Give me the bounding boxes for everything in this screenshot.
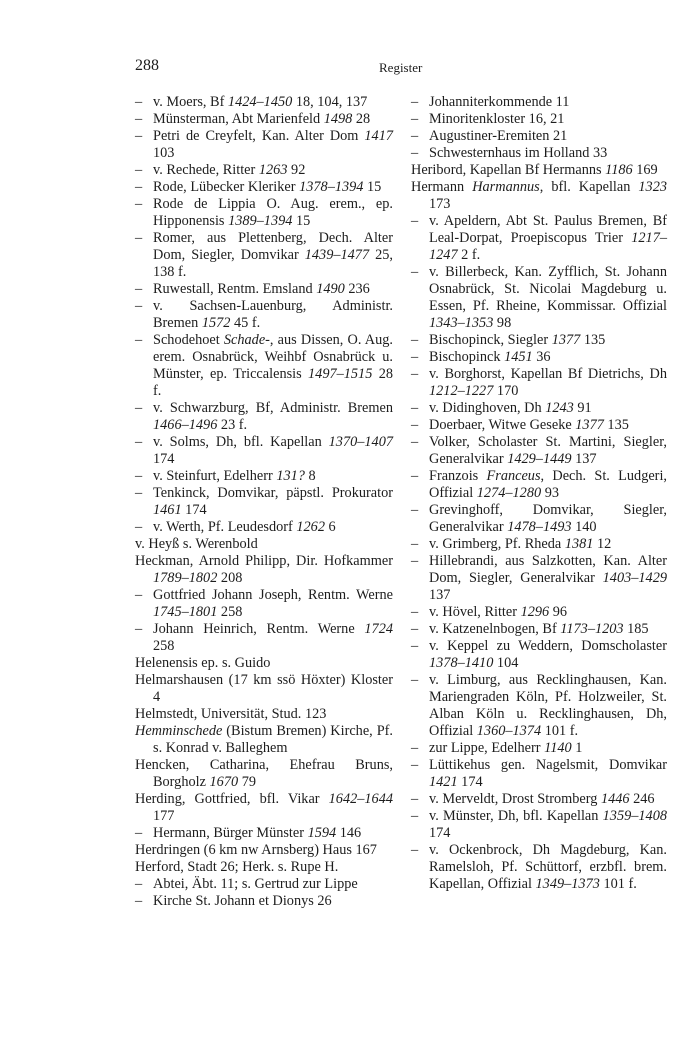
entry-text: 28	[352, 111, 371, 127]
entry-text: 45 f.	[230, 315, 261, 331]
entry-text: v. Heyß s. Werenbold	[135, 536, 258, 552]
entry-text: 174	[457, 774, 483, 790]
entry-dash: –	[411, 502, 419, 518]
entry-dash: –	[135, 400, 143, 416]
entry-text: 169	[632, 162, 658, 178]
entry-text: 246	[629, 791, 655, 807]
entry-text: 174	[153, 451, 175, 467]
entry-text: Heckman, Arnold Philipp, Dir. Hofkammer	[135, 553, 393, 569]
entry-text: 258	[217, 604, 243, 620]
entry-text: 2 f.	[457, 247, 481, 263]
entry-text: 25, 138 f.	[153, 247, 393, 280]
entry-dash: –	[411, 111, 419, 127]
entry-text: v. Katzenelnbogen, Bf	[429, 621, 561, 637]
entry-text: 174	[181, 502, 207, 518]
entry-text: Hermann	[411, 179, 473, 195]
entry-italic-text: 1243	[545, 400, 574, 416]
index-entry	[135, 196, 393, 230]
entry-text: 15	[363, 179, 382, 195]
entry-text: 170	[493, 383, 519, 399]
index-entry	[411, 213, 667, 264]
entry-text: 135	[603, 417, 629, 433]
entry-dash: –	[135, 230, 143, 246]
index-entry	[135, 128, 393, 162]
entry-text: Schwesternhaus im Holland 33	[429, 145, 608, 161]
entry-dash: –	[135, 468, 143, 484]
entry-text: Johann Heinrich, Rentm. Werne	[153, 621, 365, 637]
index-column-right	[411, 94, 667, 893]
entry-text: Volker, Scholaster St. Martini, Siegler, Generalvikar	[429, 434, 667, 467]
entry-text: v. Apeldern, Abt St. Paulus Bremen, Bf Leal-Dorpat, Proepiscopus Trier	[429, 213, 667, 246]
index-entry	[411, 94, 667, 111]
entry-italic-text: 1378–1394	[299, 179, 364, 195]
entry-dash: –	[135, 281, 143, 297]
entry-dash: –	[411, 757, 419, 773]
entry-text: 12	[593, 536, 612, 552]
index-entry	[411, 366, 667, 400]
entry-italic-text: 1745–1801	[153, 604, 218, 620]
index-entry	[411, 434, 667, 468]
index-entry	[135, 111, 393, 128]
entry-text: Grevinghoff, Domvikar, Siegler, Generalvikar	[429, 502, 667, 535]
index-column-left	[135, 94, 393, 910]
entry-text: Gottfried Johann Joseph, Rentm. Werne	[153, 587, 393, 603]
entry-text: Rode de Lippia O. Aug. erem., ep. Hipponensis	[153, 196, 393, 229]
index-entry	[135, 587, 393, 621]
index-entry	[135, 485, 393, 519]
entry-italic-text: 1296	[520, 604, 550, 620]
index-entry	[135, 621, 393, 655]
page-number: 288	[135, 57, 159, 74]
entry-italic-text: 1498	[323, 111, 353, 127]
entry-italic-text: 1262	[296, 519, 325, 535]
entry-italic-text: 1360–1374	[476, 723, 542, 739]
entry-text: 104	[493, 655, 519, 671]
entry-dash: –	[135, 825, 143, 841]
entry-dash: –	[411, 417, 419, 433]
index-entry	[411, 128, 667, 145]
entry-dash: –	[411, 604, 419, 620]
entry-text: v. Didinghoven, Dh	[429, 400, 546, 416]
entry-text: Bischopinck	[429, 349, 505, 365]
entry-dash: –	[135, 485, 143, 501]
entry-text: Hencken, Catharina, Ehefrau Bruns, Borgholz	[135, 757, 393, 790]
entry-dash: –	[411, 94, 419, 110]
entry-italic-text: 1186	[605, 162, 633, 178]
entry-text: Lüttikehus gen. Nagelsmit, Domvikar	[429, 757, 667, 773]
index-entry	[135, 757, 393, 791]
index-entry	[411, 264, 667, 332]
entry-text: Helmarshausen (17 km ssö Höxter) Kloster 4	[135, 672, 393, 705]
entry-text: , bfl. Kapellan	[539, 179, 639, 195]
entry-text: Schodehoet	[153, 332, 224, 348]
index-entry	[135, 94, 393, 111]
entry-italic-text: 1217–1247	[429, 230, 667, 263]
entry-text: v. Schwarzburg, Bf, Administr. Bremen	[153, 400, 393, 416]
entry-italic-text: 1403–1429	[602, 570, 667, 586]
entry-dash: –	[411, 145, 419, 161]
entry-text: Minoritenkloster 16, 21	[429, 111, 565, 127]
entry-text: Herding, Gottfried, bfl. Vikar	[135, 791, 329, 807]
entry-text: Tenkinck, Domvikar, päpstl. Prokurator	[153, 485, 393, 501]
entry-dash: –	[411, 128, 419, 144]
entry-italic-text: 1370–1407	[328, 434, 393, 450]
entry-dash: –	[411, 638, 419, 654]
entry-italic-text: 1377	[551, 332, 581, 348]
entry-italic-text: 131?	[276, 468, 305, 484]
entry-dash: –	[411, 536, 419, 552]
index-entry	[135, 791, 393, 825]
index-entry	[411, 553, 667, 604]
entry-text: Herdringen (6 km nw Arnsberg) Haus 167	[135, 842, 377, 858]
entry-text: 8	[304, 468, 316, 484]
entry-text: v. Moers, Bf	[153, 94, 228, 110]
entry-dash: –	[135, 621, 143, 637]
entry-text: v. Werth, Pf. Leudesdorf	[153, 519, 297, 535]
entry-text: Bischopinck, Siegler	[429, 332, 552, 348]
entry-text: Hillebrandi, aus Salzkotten, Kan. Alter Dom, Siegler, Generalvikar	[429, 553, 667, 586]
index-entry	[411, 842, 667, 893]
entry-italic-text: 1421	[429, 774, 458, 790]
entry-italic-text: 1140	[544, 740, 572, 756]
entry-text: Helenensis ep. s. Guido	[135, 655, 271, 671]
index-entry	[411, 349, 667, 366]
entry-text: 18, 104, 137	[292, 94, 368, 110]
entry-text: v. Limburg, aus Recklinghausen, Kan. Mariengraden Köln, Pf. Holzweiler, St. Alban Köln u. Recklinghausen, Dh, Offizial	[429, 672, 667, 739]
entry-dash: –	[411, 740, 419, 756]
entry-italic-text: 1451	[504, 349, 533, 365]
entry-text: 185	[623, 621, 649, 637]
entry-text: 135	[580, 332, 606, 348]
index-entry	[411, 332, 667, 349]
entry-text: Heribord, Kapellan Bf Hermanns	[411, 162, 606, 178]
entry-dash: –	[411, 468, 419, 484]
entry-dash: –	[135, 332, 143, 348]
entry-dash: –	[135, 587, 143, 603]
entry-text: 36	[532, 349, 551, 365]
index-entry	[135, 842, 393, 859]
index-entry	[135, 655, 393, 672]
index-entry	[135, 179, 393, 196]
entry-dash: –	[411, 791, 419, 807]
entry-dash: –	[135, 179, 143, 195]
entry-text: , Dech. St. Ludgeri, Offizial	[429, 468, 667, 501]
entry-italic-text: 1389–1394	[228, 213, 293, 229]
entry-text: v. Hövel, Ritter	[429, 604, 521, 620]
index-entry	[411, 621, 667, 638]
entry-dash: –	[135, 111, 143, 127]
entry-text: v. Grimberg, Pf. Rheda	[429, 536, 565, 552]
entry-italic-text: 1274–1280	[476, 485, 542, 501]
entry-italic-text: Hemminschede	[135, 723, 223, 739]
entry-italic-text: 1724	[364, 621, 393, 637]
entry-italic-text: Schade-	[223, 332, 270, 348]
index-entry	[135, 298, 393, 332]
entry-italic-text: 1424–1450	[227, 94, 293, 110]
entry-italic-text: 1789–1802	[153, 570, 218, 586]
entry-text: v. Keppel zu Weddern, Domscholaster	[429, 638, 667, 654]
entry-italic-text: 1378–1410	[429, 655, 494, 671]
entry-text: 1	[571, 740, 583, 756]
entry-italic-text: 1417	[364, 128, 393, 144]
entry-text: 103	[153, 145, 175, 161]
entry-dash: –	[135, 94, 143, 110]
entry-text: v. Münster, Dh, bfl. Kapellan	[429, 808, 603, 824]
entry-italic-text: 1461	[153, 502, 182, 518]
entry-text: v. Billerbeck, Kan. Zyfflich, St. Johann Osnabrück, St. Nicolai Magdeburg u. Essen, Pf. Rheine, Kommissar. Offizial	[429, 264, 667, 314]
entry-italic-text: 1490	[316, 281, 345, 297]
entry-italic-text: 1670	[209, 774, 239, 790]
entry-text: v. Merveldt, Drost Stromberg	[429, 791, 601, 807]
entry-dash: –	[135, 298, 143, 314]
entry-text: Münsterman, Abt Marienfeld	[153, 111, 324, 127]
index-entry	[411, 638, 667, 672]
index-entry	[411, 740, 667, 757]
entry-dash: –	[135, 519, 143, 535]
entry-italic-text: 1263	[258, 162, 288, 178]
entry-italic-text: 1343–1353	[429, 315, 494, 331]
entry-dash: –	[135, 876, 143, 892]
entry-text: Johanniterkommende 11	[429, 94, 570, 110]
entry-dash: –	[411, 808, 419, 824]
entry-dash: –	[411, 213, 419, 229]
entry-text: 6	[324, 519, 336, 535]
entry-text: 92	[287, 162, 306, 178]
index-entry	[135, 400, 393, 434]
entry-text: 23 f.	[217, 417, 248, 433]
entry-italic-text: 1323	[638, 179, 667, 195]
entry-text: , aus Dissen, O. Aug. erem. Osnabrück, Weihbf Osnabrück u. Münster, ep. Triccalensis	[153, 332, 393, 382]
entry-text: Kirche St. Johann et Dionys 26	[153, 893, 332, 909]
entry-text: v. Rechede, Ritter	[153, 162, 259, 178]
entry-dash: –	[135, 162, 143, 178]
entry-text: Ruwestall, Rentm. Emsland	[153, 281, 317, 297]
entry-dash: –	[135, 128, 143, 144]
entry-dash: –	[411, 400, 419, 416]
entry-italic-text: 1349–1373	[535, 876, 600, 892]
entry-text: 173	[429, 196, 451, 212]
entry-text: Augustiner-Eremiten 21	[429, 128, 568, 144]
entry-text: zur Lippe, Edelherr	[429, 740, 545, 756]
index-entry	[411, 468, 667, 502]
entry-italic-text: Harmannus	[472, 179, 540, 195]
entry-text: v. Sachsen-Lauenburg, Administr. Bremen	[153, 298, 393, 331]
entry-dash: –	[411, 672, 419, 688]
index-entry	[411, 502, 667, 536]
entry-text: 101 f.	[599, 876, 637, 892]
entry-text: Herford, Stadt 26; Herk. s. Rupe H.	[135, 859, 339, 875]
index-entry	[135, 723, 393, 757]
entry-italic-text: 1429–1449	[507, 451, 572, 467]
index-entry	[135, 162, 393, 179]
entry-text: 174	[429, 825, 451, 841]
entry-dash: –	[411, 553, 419, 569]
entry-text: Romer, aus Plettenberg, Dech. Alter Dom, Siegler, Domvikar	[153, 230, 393, 263]
entry-text: Rode, Lübecker Kleriker	[153, 179, 300, 195]
entry-dash: –	[135, 893, 143, 909]
entry-text: Hermann, Bürger Münster	[153, 825, 308, 841]
index-entry	[135, 536, 393, 553]
entry-text: 236	[344, 281, 370, 297]
entry-text: 258	[153, 638, 175, 654]
entry-dash: –	[411, 366, 419, 382]
entry-text: v. Borghorst, Kapellan Bf Dietrichs, Dh	[429, 366, 667, 382]
entry-italic-text: 1594	[307, 825, 337, 841]
entry-italic-text: 1381	[564, 536, 594, 552]
entry-text: 208	[217, 570, 243, 586]
entry-italic-text: 1377	[575, 417, 604, 433]
entry-text: Doerbaer, Witwe Geseke	[429, 417, 576, 433]
entry-text: Petri de Creyfelt, Kan. Alter Dom	[153, 128, 365, 144]
running-head: Register	[379, 60, 423, 75]
entry-text: 96	[549, 604, 568, 620]
index-entry	[135, 672, 393, 706]
index-entry	[135, 893, 393, 910]
index-entry	[135, 825, 393, 842]
entry-dash: –	[135, 434, 143, 450]
entry-italic-text: 1439–1477	[304, 247, 370, 263]
index-entry	[411, 145, 667, 162]
entry-italic-text: 1478–1493	[507, 519, 572, 535]
entry-italic-text: 1466–1496	[153, 417, 218, 433]
entry-text: 137	[571, 451, 597, 467]
index-entry	[411, 111, 667, 128]
entry-text: 98	[493, 315, 512, 331]
entry-text: 137	[429, 587, 451, 603]
entry-text: Abtei, Äbt. 11; s. Gertrud zur Lippe	[153, 876, 358, 892]
entry-text: v. Ockenbrock, Dh Magdeburg, Kan. Ramelsloh, Pf. Schüttorf, erzbfl. brem. Kapellan, Offizial	[429, 842, 667, 892]
index-entry	[135, 859, 393, 876]
entry-text: 79	[238, 774, 256, 790]
entry-dash: –	[411, 621, 419, 637]
index-entry	[411, 808, 667, 842]
entry-dash: –	[411, 332, 419, 348]
entry-dash: –	[135, 196, 143, 212]
index-entry	[411, 417, 667, 434]
index-entry	[135, 519, 393, 536]
entry-text: 177	[153, 808, 175, 824]
entry-dash: –	[411, 349, 419, 365]
index-entry	[411, 757, 667, 791]
index-entry	[135, 706, 393, 723]
index-entry	[135, 332, 393, 400]
entry-text: Franzois	[429, 468, 487, 484]
index-entry	[135, 434, 393, 468]
entry-text: v. Steinfurt, Edelherr	[153, 468, 277, 484]
index-entry	[135, 230, 393, 281]
index-entry	[411, 672, 667, 740]
entry-text: 101 f.	[541, 723, 579, 739]
entry-text: 140	[571, 519, 597, 535]
index-entry	[135, 281, 393, 298]
entry-dash: –	[411, 842, 419, 858]
entry-italic-text: 1572	[201, 315, 231, 331]
entry-text: 15	[292, 213, 311, 229]
index-entry	[135, 876, 393, 893]
index-entry	[411, 791, 667, 808]
entry-italic-text: 1497–1515	[308, 366, 373, 382]
index-entry	[411, 162, 667, 179]
index-entry	[411, 536, 667, 553]
entry-text: Helmstedt, Universität, Stud. 123	[135, 706, 327, 722]
entry-text: 146	[336, 825, 362, 841]
index-entry	[411, 179, 667, 213]
entry-italic-text: 1212–1227	[429, 383, 494, 399]
entry-italic-text: 1359–1408	[602, 808, 667, 824]
index-entry	[135, 553, 393, 587]
entry-text: (Bistum Bremen) Kirche, Pf. s. Konrad v. Balleghem	[153, 723, 393, 756]
entry-text: 28 f.	[153, 366, 393, 399]
entry-text: 93	[541, 485, 559, 501]
entry-dash: –	[411, 264, 419, 280]
entry-italic-text: 1446	[600, 791, 630, 807]
entry-text: 91	[573, 400, 592, 416]
index-entry	[135, 468, 393, 485]
index-entry	[411, 400, 667, 417]
entry-text: v. Solms, Dh, bfl. Kapellan	[153, 434, 329, 450]
entry-italic-text: Franceus	[486, 468, 541, 484]
index-entry	[411, 604, 667, 621]
entry-dash: –	[411, 434, 419, 450]
entry-italic-text: 1173–1203	[560, 621, 624, 637]
entry-italic-text: 1642–1644	[328, 791, 393, 807]
